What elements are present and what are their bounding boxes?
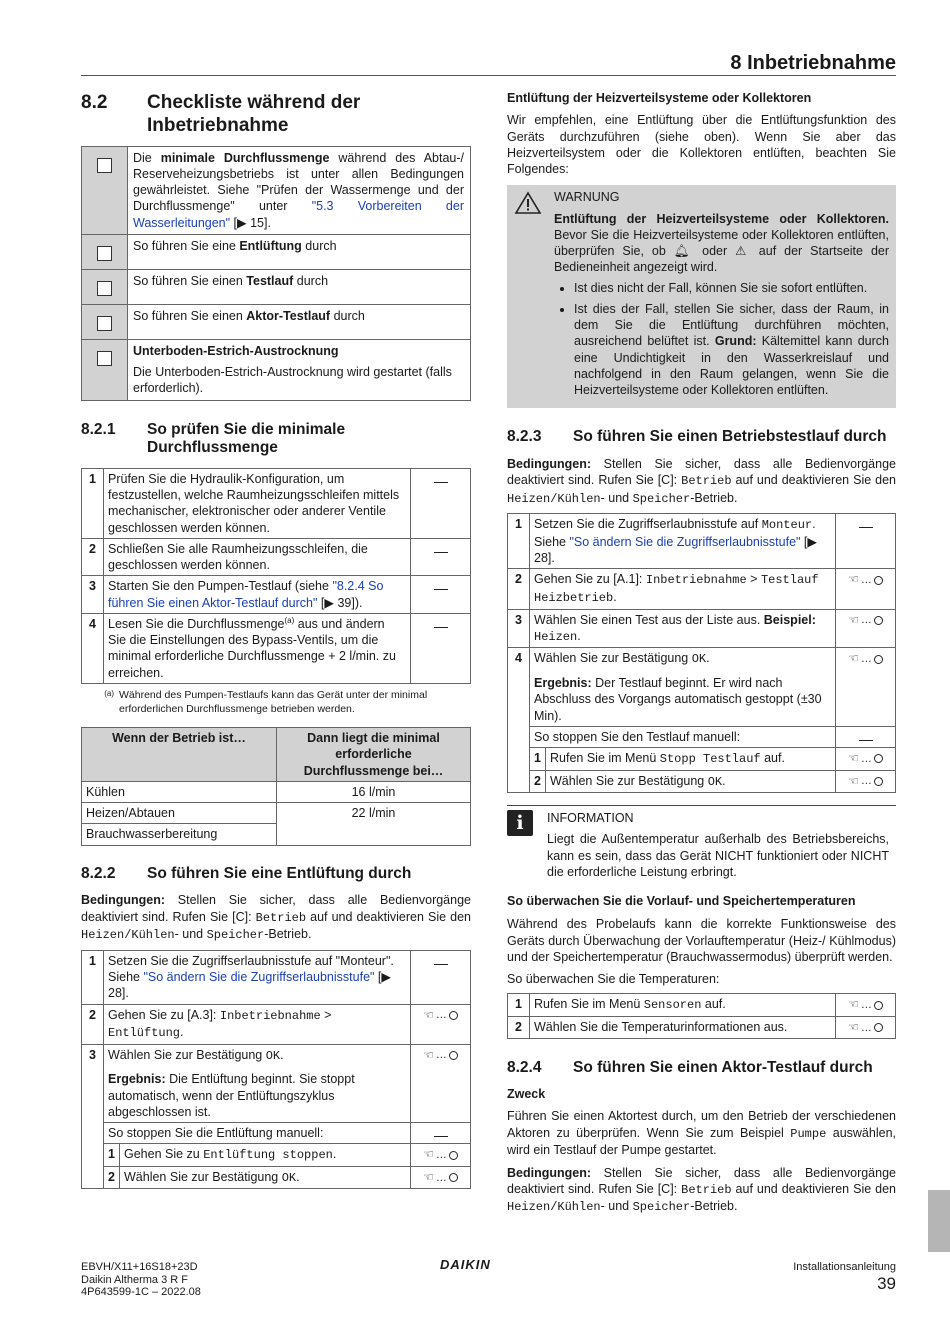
link-zugriffserlaubnisstufe[interactable]: "So ändern Sie die Zugriffserlaubnisstufe" (569, 534, 801, 549)
table-row: Heizen/Abtauen 22 l/min (82, 803, 471, 824)
touch-control-icon: ☜ … (848, 751, 883, 767)
left-column (81, 92, 471, 1189)
step-row: 1 Setzen Sie die Zugriffserlaubnisstufe auf Monteur. Siehe "So ändern Sie die Zugriffserlaubnisstufe" [▶ 28]. (508, 514, 896, 569)
checkbox[interactable] (97, 281, 112, 296)
touch-control-icon: ☜ … (848, 613, 883, 629)
footer-model-info: EBVH/X11+16S18+23D Daikin Altherma 3 R F 4P643599-1C – 2022.08 (81, 1261, 201, 1299)
flow-check-steps-table (81, 468, 471, 684)
section-8-2-1-heading: 8.2.1 So prüfen Sie die minimale Durchflussmenge (81, 420, 346, 457)
conditions-paragraph: Bedingungen: Stellen Sie sicher, dass alle Bedienvorgänge deaktiviert sind. Rufen Sie [C]: Betrieb auf und deaktivieren Sie den Heizen/Kühlen- und Speicher-Betrieb. (507, 1165, 897, 1215)
touch-control-icon: ☜ … (423, 1048, 458, 1064)
conditions-paragraph: Bedingungen: Stellen Sie sicher, dass alle Bedienvorgänge deaktiviert sind. Rufen Sie [C]: Betrieb auf und deaktivieren Sie den Heizen/Kühlen- und Speicher-Betrieb. (81, 893, 472, 943)
vent-intro: Wir empfehlen, eine Entlüftung über die Entlüftungsfunktion des Geräts durchzuführen (siehe oben). Wenn Sie aber das Heizverteilsystem oder die Kollektoren entlüften, beachten Sie Folgendes: (507, 113, 896, 176)
dash-icon (434, 1136, 448, 1137)
touch-control-icon: ☜ … (423, 1170, 458, 1186)
checklist-row: So führen Sie einen Testlauf durch (82, 269, 471, 304)
bell-icon: 🔔︎ (673, 244, 695, 258)
section-8-2-2-heading: 8.2.2 So führen Sie eine Entlüftung durch (81, 864, 412, 882)
substep-row: 2 Wählen Sie zur Bestätigung OK. ☜ … (82, 1166, 471, 1189)
test-run-steps-table (507, 513, 896, 793)
touch-control-icon: ☜ … (848, 1020, 883, 1036)
dash-icon (434, 589, 448, 590)
footer-doc-info: Installationsanleitung 39 (793, 1261, 896, 1293)
step-row: 3 Wählen Sie zur Bestätigung OK. Ergebnis: Die Entlüftung beginnt. Sie stoppt automatisch, wenn der Entlüftungszyklus abgeschlossen ist. ☜ … (82, 1044, 471, 1122)
info-icon: i (507, 810, 533, 836)
touch-control-icon: ☜ … (848, 997, 883, 1013)
venting-steps-table (81, 950, 471, 1190)
touch-control-icon: ☜ … (848, 572, 883, 588)
warning-icon: ⚠︎ (735, 244, 751, 258)
monitor-heading: So überwachen Sie die Vorlauf- und Speichertemperaturen (507, 894, 856, 909)
dash-icon (434, 482, 448, 483)
monitor-steps-table (507, 993, 896, 1038)
info-box: i INFORMATION Liegt die Außentemperatur außerhalb des Betriebsbereichs, kann es sein, dass das Gerät NICHT funktioniert oder NICHT die erforderliche Leistung erbringt. (507, 805, 896, 880)
step-row: 1 Setzen Sie die Zugriffserlaubnisstufe auf "Monteur". Siehe "So ändern Sie die Zugriffserlaubnisstufe" [▶ 28]. (82, 950, 471, 1004)
checkbox[interactable] (97, 316, 112, 331)
substep-row: 1 Gehen Sie zu Entlüftung stoppen. ☜ … (82, 1144, 471, 1167)
link-vorbereiten-wasserleitungen[interactable]: "5.3 Vorbereiten der Wasserleitungen" (133, 199, 464, 230)
checklist-row: So führen Sie eine Entlüftung durch (82, 234, 471, 269)
checklist-row: Unterboden-Estrich-Austrocknung Die Unterboden-Estrich-Austrocknung wird gestartet (falls erforderlich). (82, 339, 471, 400)
checkbox[interactable] (97, 351, 112, 366)
checklist-row: So führen Sie einen Aktor-Testlauf durch (82, 304, 471, 339)
conditions-paragraph: Bedingungen: Stellen Sie sicher, dass alle Bedienvorgänge deaktiviert sind. Rufen Sie [C]: Betrieb auf und deaktivieren Sie den Heizen/Kühlen- und Speicher-Betrieb. (507, 456, 897, 506)
substep-row: 1 Rufen Sie im Menü Stopp Testlauf auf. ☜ … (508, 748, 896, 771)
checklist-row: Die minimale Durchflussmenge während des Abtau-/ Reserveheizungsbetriebs ist unter allen Bedingungen gewährleistet. Siehe "Prüfen der Wassermenge und der Durchflussmenge" unter "5.3 Vorbereiten der Wasserleitungen" [▶ 15]. (82, 146, 471, 234)
step-row: So stoppen Sie den Testlauf manuell: (508, 726, 896, 747)
step-row: 4 Wählen Sie zur Bestätigung OK. Ergebnis: Der Testlauf beginnt. Er wird nach Abschluss des Vorgangs automatisch gestoppt (±30 Min). ☜ … (508, 648, 896, 726)
dash-icon (859, 740, 873, 741)
section-8-2-heading: 8.2 Checkliste während der Inbetriebnahme (81, 92, 361, 136)
checkbox[interactable] (97, 158, 112, 173)
table-row: Kühlen 16 l/min (82, 781, 471, 802)
step-row: 2 Schließen Sie alle Raumheizungsschleifen, die geschlossen werden können. (82, 538, 471, 576)
footnote: (a) Während des Pumpen-Testlaufs kann das Gerät unter der minimal erforderlichen Durchflussmenge betrieben werden. (104, 688, 428, 715)
substep-row: 2 Wählen Sie zur Bestätigung OK. ☜ … (508, 770, 896, 793)
touch-control-icon: ☜ … (848, 774, 883, 790)
step-row: 4 Lesen Sie die Durchflussmenge$^{(a)}$ aus und ändern Sie die Einstellungen des Bypass-Ventils, um die minimal erforderliche Durchflussmenge + 2 l/min. zu erreichen. (82, 613, 471, 683)
dash-icon (859, 527, 873, 528)
touch-control-icon: ☜ … (423, 1147, 458, 1163)
header-divider (81, 75, 896, 76)
step-row: 1 Rufen Sie im Menü Sensoren auf. ☜ … (508, 994, 896, 1017)
step-row: 2 Gehen Sie zu [A.3]: Inbetriebnahme > Entlüftung. ☜ … (82, 1004, 471, 1044)
chapter-title: 8 Inbetriebnahme (730, 52, 896, 74)
side-tab-marker (928, 1190, 950, 1252)
table-row: Brauchwasserbereitung (82, 824, 471, 845)
list-item: • Ist dies der Fall, stellen Sie sicher, dass der Raum, in dem Sie die Entlüftung durchführen möchten, ausreichend belüftet ist. Grund: Kältemittel kann durch eine Undichtigkeit in den Wasserkreislauf und nachfolgend in den Raum gelangen, wenn Sie die Heizverteilsysteme oder Kollektoren entlüften. (574, 301, 889, 399)
checklist-table (81, 146, 471, 401)
dash-icon (434, 627, 448, 628)
touch-control-icon: ☜ … (848, 651, 883, 667)
link-aktor-testlauf[interactable]: "8.2.4 So führen Sie einen Aktor-Testlauf durch" (108, 579, 384, 610)
vent-heading: Entlüftung der Heizverteilsysteme oder Kollektoren (507, 91, 812, 105)
list-item: • Ist dies nicht der Fall, können Sie sie sofort entlüften. (574, 280, 889, 296)
step-row: 1 Prüfen Sie die Hydraulik-Konfiguration, um festzustellen, welche Raumheizungsschleifen mittels mechanischer, elektronischer oder anderer Ventile geschlossen werden können. (82, 468, 471, 538)
step-row: 3 Starten Sie den Pumpen-Testlauf (siehe "8.2.4 So führen Sie einen Aktor-Testlauf durch" [▶ 39]). (82, 576, 471, 614)
dash-icon (434, 552, 448, 553)
right-column: Entlüftung der Heizverteilsysteme oder Kollektoren Wir empfehlen, eine Entlüftung über die Entlüftungsfunktion des Geräts durchzuführen (siehe oben). Wenn Sie aber das Heizverteilsystem oder die Kollektoren entlüften, beachten Sie Folgendes: WARNUNG Entlüftung der Heizverteilsysteme oder Kollektoren. Bevor Sie die Heizverteilsysteme oder Kollektoren entlüften, überprüfen Sie, ob 🔔︎ oder ⚠︎ auf der Startseite der Bedieneinheit angezeigt wird. • Ist dies nicht der Fall, können Sie sie sofort entlüften. • Ist dies der Fall, stellen Sie sicher, dass der Raum, in dem Sie die Entlüftung durchführen möchten, ausreichend belüftet ist. Grund: Kältemittel kann durch eine Undichtigkeit in den Wasserkreislauf und nachfolgend in den Raum gelangen, wenn Sie die Heizverteilsysteme oder Kollektoren entlüften. 8.2.3 So führen Sie einen Betriebstestlauf durch Bedingungen: Stellen Sie sicher, dass alle Bedienvorgänge deaktiviert sind. Rufen Sie [C]: Betrieb auf und deaktivieren Sie den Heizen/Kühlen- und Speicher-Betrieb. 1 Setzen Sie die Zugriffserlaubnisstufe auf Monteur. Siehe "So ändern Sie die Zugriffserlaubnisstufe" [▶ 28]. 2 Gehen Sie zu [A.1]: Inbetriebnahme > Testlauf Heizbetrieb. ☜ … 3 Wählen Sie einen Test aus der Liste aus. Beispiel: Heizen. ☜ … 4 Wählen Sie zur Bestätigung OK. Ergebnis: Der Testlauf beginnt. Er wird nach Abschluss des Vorgangs automatisch gestoppt (±30 Min). ☜ … So stoppen Sie den Testlauf manuell: 1 Rufen Sie im Menü Stopp Testlauf auf. ☜ … 2 Wählen Sie zur Bestätigung OK. ☜ … i INFORMATION Liegt die Außentemperatur außerhalb des Betriebsbereichs, kann es sein, dass das Gerät NICHT funktioniert oder NICHT die erforderliche Leistung erbringt. So überwachen Sie die Vorlauf- und Speichertemperaturen Während des Probelaufs kann die korrekte Funktionsweise des Geräts durch Überwachung der Vorlauftemperatur (Heiz-/ Kühlmodus) und der Speichertemperatur (Brauchwassermodus) überprüft werden. So überwachen Sie die Temperaturen: 1 Rufen Sie im Menü Sensoren auf. ☜ … 2 Wählen Sie die Temperaturinformationen aus. ☜ … 8.2.4 So führen Sie einen Aktor-Testlauf durch Zweck Führen Sie einen Aktortest durch, um den Betrieb der verschiedenen Aktoren zu überprüfen. Wenn Sie zum Beispiel Pumpe auswählen, wird ein Testlauf der Pumpe gestartet. Bedingungen: Stellen Sie sicher, dass alle Bedienvorgänge deaktiviert sind. Rufen Sie [C]: Betrieb auf und deaktivieren Sie den Heizen/Kühlen- und Speicher-Betrieb. (507, 90, 896, 1216)
dash-icon (434, 964, 448, 965)
link-zugriffserlaubnisstufe[interactable]: "So ändern Sie die Zugriffserlaubnisstufe" (143, 970, 375, 984)
warning-box: WARNUNG Entlüftung der Heizverteilsysteme oder Kollektoren. Bevor Sie die Heizverteilsysteme oder Kollektoren entlüften, überprüfen Sie, ob 🔔︎ oder ⚠︎ auf der Startseite der Bedieneinheit angezeigt wird. • Ist dies nicht der Fall, können Sie sie sofort entlüften. • Ist dies der Fall, stellen Sie sicher, dass der Raum, in dem Sie die Entlüftung durchführen möchten, ausreichend belüftet ist. Grund: Kältemittel kann durch eine Undichtigkeit in den Wasserkreislauf und nachfolgend in den Raum gelangen, wenn Sie die Heizverteilsysteme oder Kollektoren entlüften. (507, 185, 896, 408)
step-row: 2 Wählen Sie die Temperaturinformationen aus. ☜ … (508, 1017, 896, 1039)
checkbox[interactable] (97, 246, 112, 261)
warning-triangle-icon (514, 191, 542, 215)
step-row: So stoppen Sie die Entlüftung manuell: (82, 1123, 471, 1144)
page-number: 39 (877, 1273, 896, 1293)
step-row: 3 Wählen Sie einen Test aus der Liste aus. Beispiel: Heizen. ☜ … (508, 609, 896, 648)
touch-control-icon: ☜ … (423, 1008, 458, 1024)
step-row: 2 Gehen Sie zu [A.1]: Inbetriebnahme > Testlauf Heizbetrieb. ☜ … (508, 569, 896, 609)
min-flow-table: Wenn der Betrieb ist… Dann liegt die minimal erforderliche Durchflussmenge bei… Kühlen 16 l/min Heizen/Abtauen 22 l/min Brauchwasserbereitung (81, 727, 471, 846)
daikin-logo: DAIKIN (440, 1257, 491, 1272)
section-8-2-4-heading: 8.2.4 So führen Sie einen Aktor-Testlauf durch (507, 1058, 873, 1076)
section-8-2-3-heading: 8.2.3 So führen Sie einen Betriebstestlauf durch (507, 428, 887, 446)
